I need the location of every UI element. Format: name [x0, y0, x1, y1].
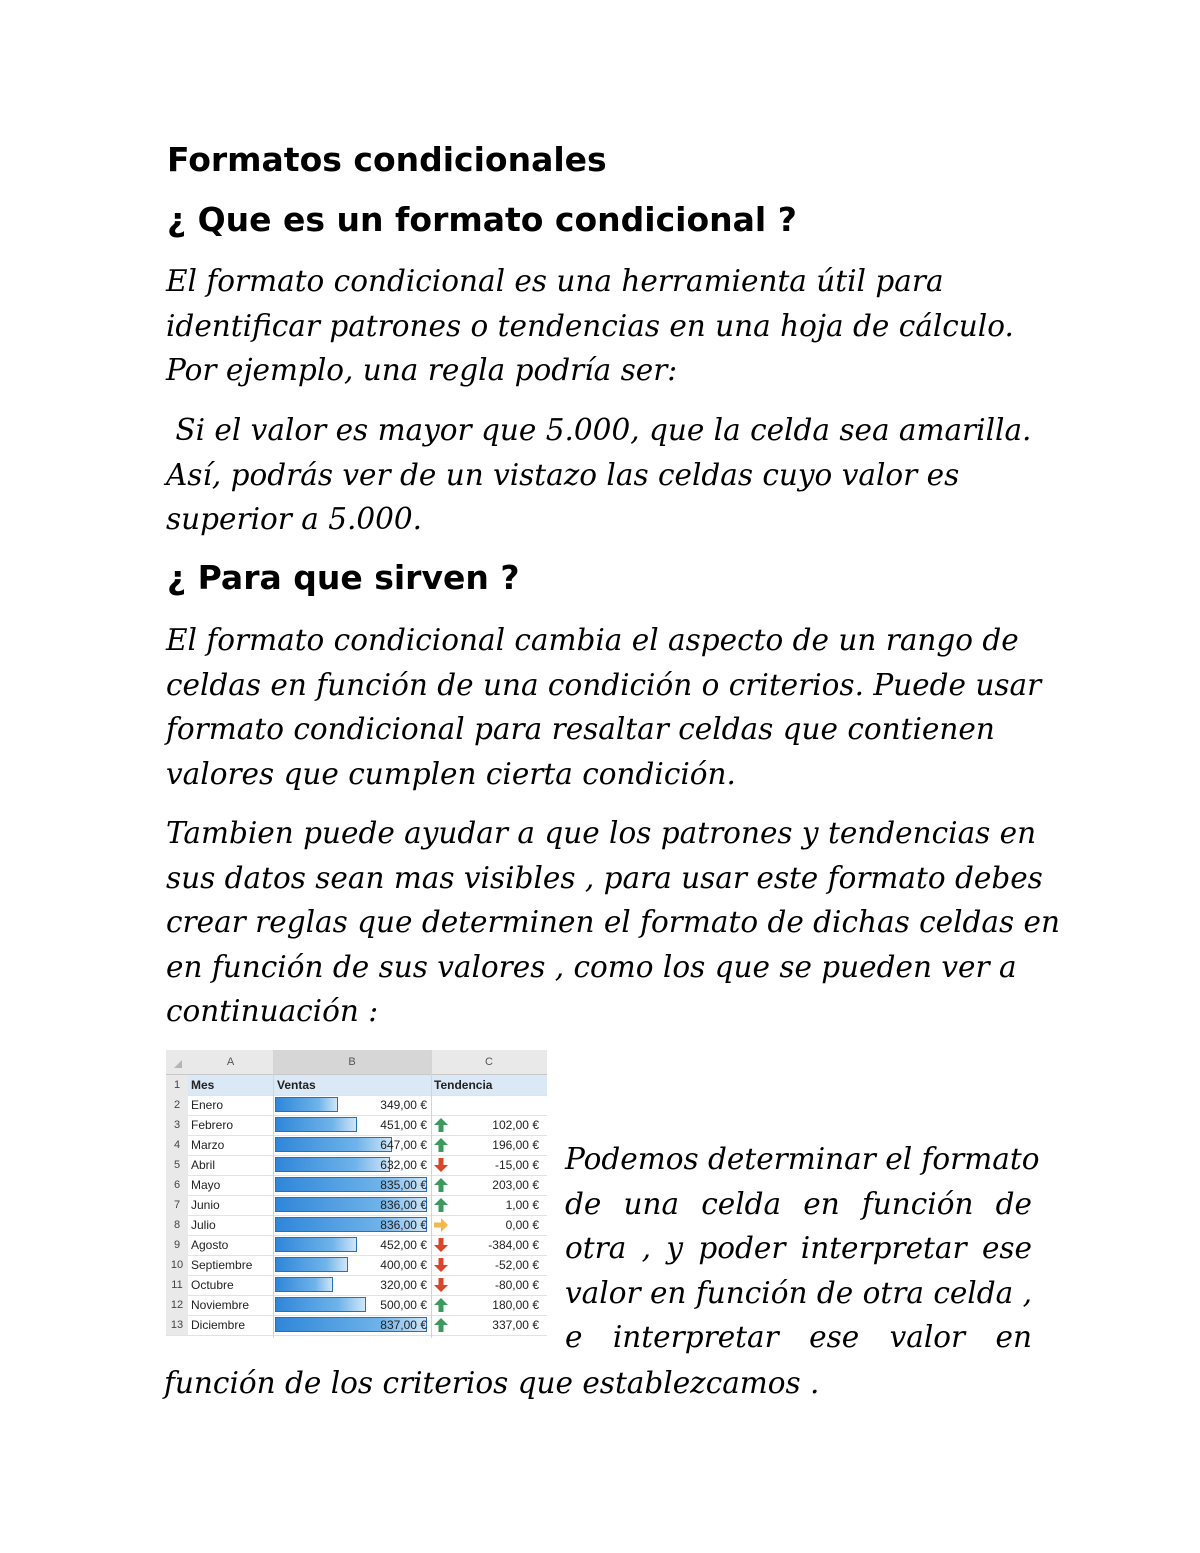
- arrow-right-icon: [434, 1218, 448, 1232]
- cell-ventas: [273, 1155, 431, 1175]
- table-row: [166, 1275, 547, 1296]
- arrow-down-icon: [434, 1278, 448, 1292]
- spreadsheet-image: [166, 1050, 547, 1338]
- cell-ventas: [273, 1295, 431, 1315]
- header-ventas: Ventas: [277, 1078, 316, 1092]
- cell-ventas-value: 500,00 €: [380, 1298, 427, 1312]
- table-row: [166, 1315, 547, 1336]
- cell-tendencia: 337,00 €: [492, 1318, 539, 1332]
- cell-mes: Diciembre: [191, 1318, 246, 1332]
- text-line: sus datos sean mas visibles , para usar este formato debes: [166, 860, 1043, 895]
- cell-mes: Noviembre: [191, 1298, 250, 1312]
- text-line: El formato condicional es una herramienta útil para: [166, 264, 944, 298]
- sheet-corner: [166, 1050, 188, 1075]
- text-line: identificar patrones o tendencias en una hoja de cálculo.: [166, 308, 1014, 343]
- text-line: El formato condicional cambia el aspecto de un rango de: [166, 623, 1019, 657]
- cell-ventas-value: 835,00 €: [380, 1178, 427, 1192]
- cell-ventas: [273, 1195, 431, 1215]
- cell-ventas-value: 632,00 €: [380, 1158, 427, 1172]
- arrow-up-icon: [434, 1198, 448, 1212]
- cell-mes: Octubre: [191, 1278, 234, 1292]
- cell-mes: Mayo: [191, 1178, 221, 1192]
- row-number: 2: [166, 1095, 188, 1115]
- paragraph-closing-line: [164, 1361, 819, 1406]
- cell-mes: Enero: [191, 1098, 224, 1112]
- cell-tendencia: 1,00 €: [505, 1198, 539, 1212]
- text-line: otra , y poder interpretar ese: [565, 1231, 1032, 1266]
- row-number: 6: [166, 1175, 188, 1195]
- paragraph-side-text: [565, 1137, 1040, 1360]
- text-line: Así, podrás ver de un vistazo las celdas cuyo valor es: [166, 457, 960, 492]
- row-number: 7: [166, 1195, 188, 1215]
- text-line: en función de sus valores , como los que se pueden ver a: [166, 949, 1017, 984]
- paragraph-definition: [166, 259, 1014, 393]
- cell-tendencia: -384,00 €: [488, 1238, 539, 1252]
- cell-ventas: [273, 1135, 431, 1155]
- cell-ventas-value: 836,00 €: [380, 1218, 427, 1232]
- text-line: Tambien puede ayudar a que los patrones y tendencias en: [166, 816, 1037, 850]
- header-tendencia: Tendencia: [434, 1078, 493, 1092]
- cell-tendencia: 102,00 €: [492, 1118, 539, 1132]
- table-row: [166, 1095, 547, 1116]
- data-bar: [275, 1257, 348, 1272]
- cell-ventas-value: 451,00 €: [380, 1118, 427, 1132]
- row-number: 5: [166, 1155, 188, 1175]
- table-row: [166, 1195, 547, 1216]
- cell-tendencia: -52,00 €: [494, 1258, 539, 1272]
- row-number: 10: [166, 1255, 188, 1275]
- section-heading-what-is: ¿ Que es un formato condicional ?: [167, 200, 797, 239]
- data-bar: [275, 1117, 357, 1132]
- cell-ventas-value: 647,00 €: [380, 1138, 427, 1152]
- cell-tendencia: -80,00 €: [494, 1278, 539, 1292]
- cell-mes: Septiembre: [191, 1258, 253, 1272]
- cell-ventas: [273, 1115, 431, 1135]
- cell-ventas-value: 836,00 €: [380, 1198, 427, 1212]
- paragraph-patterns: [166, 811, 1060, 1034]
- cell-tendencia: 0,00 €: [505, 1218, 539, 1232]
- cell-ventas: [273, 1315, 431, 1335]
- text-line: Si el valor es mayor que 5.000, que la celda sea amarilla.: [166, 413, 1032, 447]
- cell-ventas: [273, 1095, 431, 1115]
- row-number: 9: [166, 1235, 188, 1255]
- cell-mes: Abril: [191, 1158, 216, 1172]
- cell-ventas-value: 837,00 €: [380, 1318, 427, 1332]
- text-line: celdas en función de una condición o criterios. Puede usar: [166, 667, 1042, 702]
- sheet-header-row: [166, 1075, 547, 1096]
- data-bar: [275, 1297, 366, 1312]
- cell-tendencia: -15,00 €: [494, 1158, 539, 1172]
- text-line: crear reglas que determinen el formato de dichas celdas en: [166, 905, 1060, 940]
- cell-ventas: [273, 1175, 431, 1195]
- table-row: [166, 1175, 547, 1196]
- table-row: [166, 1155, 547, 1176]
- table-row: [166, 1255, 547, 1276]
- row-number: 3: [166, 1115, 188, 1135]
- arrow-down-icon: [434, 1238, 448, 1252]
- table-row: [166, 1295, 547, 1316]
- table-row: [166, 1115, 547, 1136]
- data-bar: [275, 1157, 390, 1172]
- text-line: Por ejemplo, una regla podría ser:: [166, 353, 678, 388]
- table-row: [166, 1135, 547, 1156]
- cell-mes: Marzo: [191, 1138, 225, 1152]
- column-header-b: B: [273, 1050, 431, 1075]
- row-number: 11: [166, 1275, 188, 1295]
- cell-ventas-value: 320,00 €: [380, 1278, 427, 1292]
- page-title: Formatos condicionales: [167, 140, 607, 179]
- text-line: de una celda en función de: [565, 1186, 1032, 1221]
- data-bar: [275, 1097, 338, 1112]
- cell-ventas: [273, 1235, 431, 1255]
- table-row: [166, 1215, 547, 1236]
- cell-tendencia: 196,00 €: [492, 1138, 539, 1152]
- cell-mes: Agosto: [191, 1238, 229, 1252]
- text-line: superior a 5.000.: [166, 502, 423, 537]
- section-heading-purpose: ¿ Para que sirven ?: [167, 558, 520, 597]
- cell-ventas-value: 452,00 €: [380, 1238, 427, 1252]
- arrow-up-icon: [434, 1138, 448, 1152]
- row-number: 12: [166, 1295, 188, 1315]
- arrow-up-icon: [434, 1118, 448, 1132]
- arrow-up-icon: [434, 1318, 448, 1332]
- cell-ventas-value: 349,00 €: [380, 1098, 427, 1112]
- cell-ventas: [273, 1275, 431, 1295]
- paragraph-purpose: [166, 618, 1041, 796]
- data-bar: [275, 1137, 392, 1152]
- arrow-up-icon: [434, 1178, 448, 1192]
- arrow-down-icon: [434, 1258, 448, 1272]
- text-line: continuación :: [166, 994, 379, 1029]
- cell-tendencia: 203,00 €: [492, 1178, 539, 1192]
- paragraph-example: [166, 408, 1031, 542]
- row-number: 1: [166, 1075, 188, 1095]
- text-line: Podemos determinar el formato: [565, 1142, 1040, 1176]
- text-line: función de los criterios que establezcamos .: [164, 1366, 820, 1400]
- text-line: valor en función de otra celda ,: [565, 1275, 1032, 1310]
- arrow-up-icon: [434, 1298, 448, 1312]
- column-header-a: A: [188, 1050, 273, 1075]
- header-mes: Mes: [191, 1078, 215, 1092]
- table-row: [166, 1235, 547, 1256]
- cell-mes: Junio: [191, 1198, 220, 1212]
- row-number: 8: [166, 1215, 188, 1235]
- cell-tendencia: 180,00 €: [492, 1298, 539, 1312]
- row-number: 4: [166, 1135, 188, 1155]
- text-line: valores que cumplen cierta condición.: [166, 756, 736, 791]
- cell-ventas: [273, 1215, 431, 1235]
- arrow-down-icon: [434, 1158, 448, 1172]
- data-bar: [275, 1237, 357, 1252]
- data-bar: [275, 1277, 333, 1292]
- text-line: formato condicional para resaltar celdas que contienen: [166, 712, 995, 747]
- row-number: 13: [166, 1315, 188, 1335]
- cell-mes: Febrero: [191, 1118, 234, 1132]
- cell-ventas-value: 400,00 €: [380, 1258, 427, 1272]
- cell-mes: Julio: [191, 1218, 216, 1232]
- text-line: e interpretar ese valor en: [565, 1320, 1032, 1355]
- column-header-c: C: [431, 1050, 547, 1075]
- cell-ventas: [273, 1255, 431, 1275]
